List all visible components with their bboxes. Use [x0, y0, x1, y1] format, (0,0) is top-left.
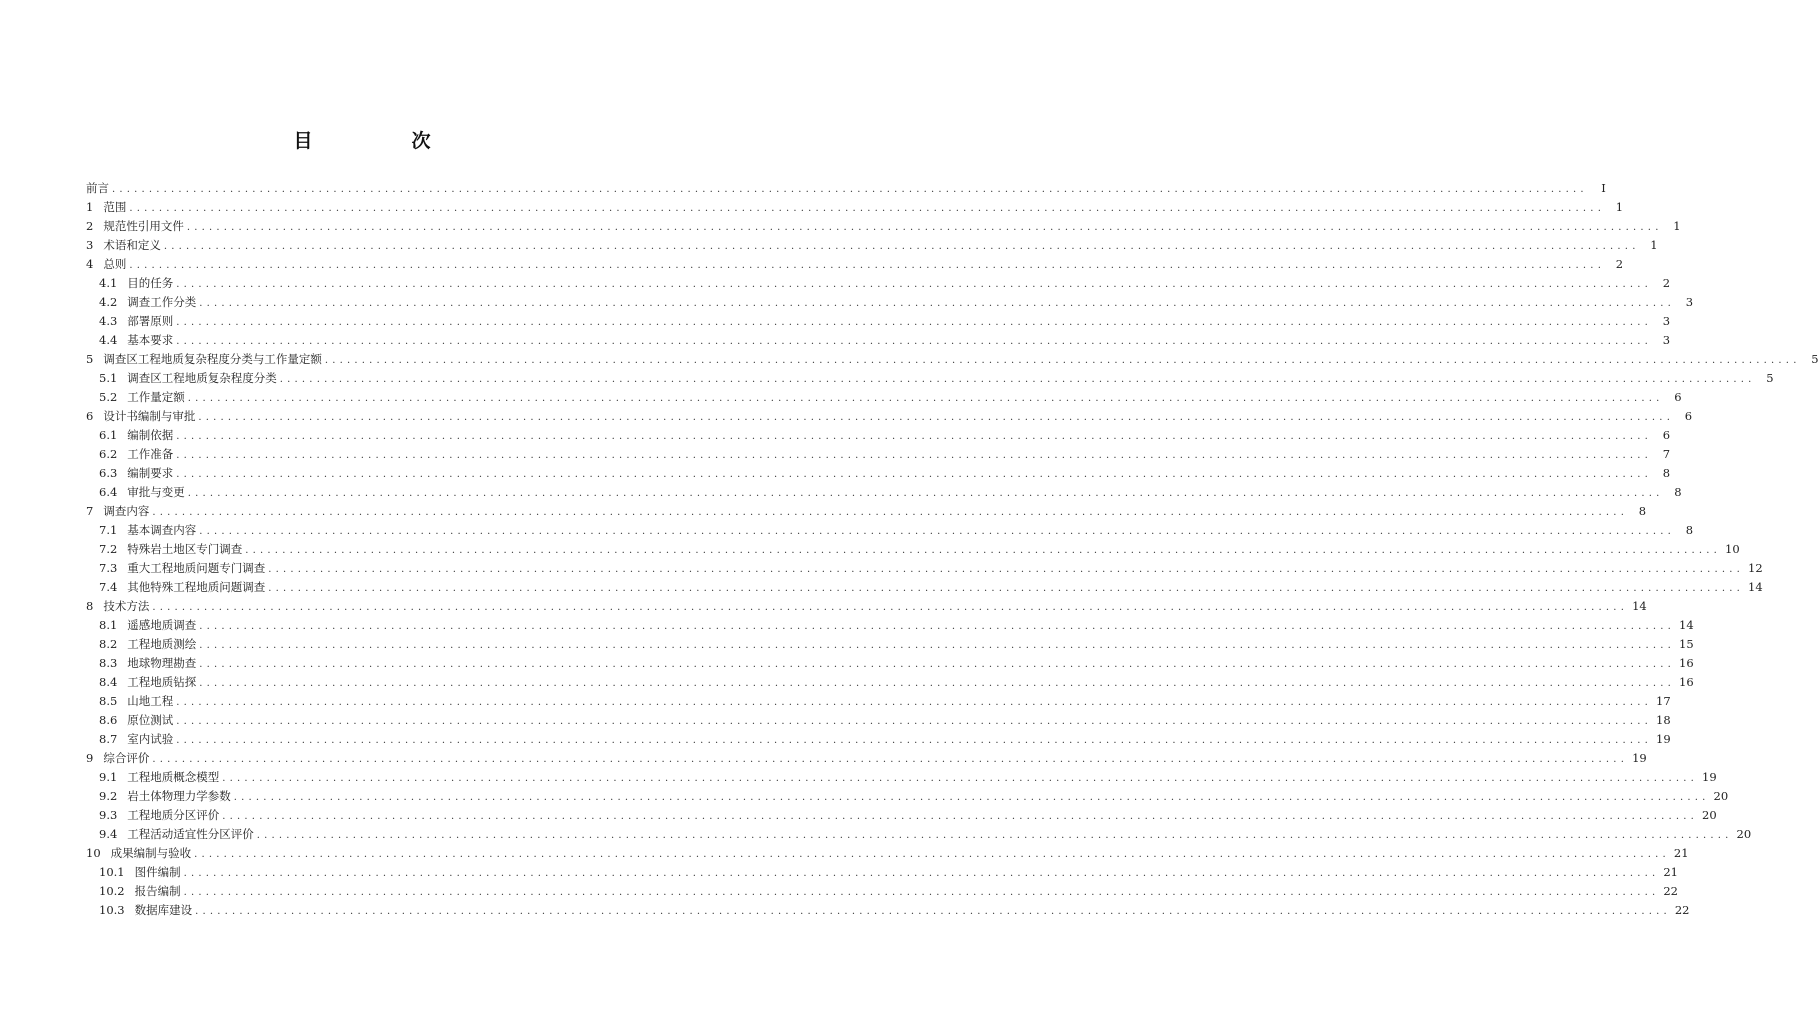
- toc-entry[interactable]: [86, 198, 1624, 217]
- dot-leader: ........................................................................................................................................................................................................: [152, 507, 1629, 518]
- toc-entry-number: 4.2: [99, 295, 118, 309]
- dot-leader: ........................................................................................................................................................................................................: [129, 203, 1606, 214]
- toc-entry-title: 编制依据: [127, 428, 174, 442]
- toc-entry-title: 前言: [86, 181, 109, 195]
- toc-entry-page: 20: [1713, 789, 1729, 803]
- dot-leader: ........................................................................................................................................................................................................: [222, 811, 1699, 822]
- toc-entry[interactable]: [86, 426, 1671, 445]
- dot-leader: ........................................................................................................................................................................................................: [268, 564, 1745, 575]
- toc-entry-title: 基本要求: [127, 333, 174, 347]
- toc-entry-number: 7.4: [99, 580, 118, 594]
- toc-entry-number: 4.4: [99, 333, 118, 347]
- toc-entry-title: 数据库建设: [134, 903, 193, 917]
- toc-entry-title: 目的任务: [127, 276, 174, 290]
- toc-entry[interactable]: [86, 559, 1763, 578]
- toc-entry[interactable]: [86, 654, 1694, 673]
- toc-entry-number: 8: [86, 599, 94, 613]
- toc-entry-page: 2: [1615, 257, 1624, 271]
- dot-leader: ........................................................................................................................................................................................................: [233, 792, 1710, 803]
- toc-entry-title: 设计书编制与审批: [103, 409, 196, 423]
- toc-entry-title: 术语和定义: [103, 238, 161, 252]
- toc-entry-title: 原位测试: [127, 713, 174, 727]
- toc-entry-page: 18: [1656, 713, 1671, 727]
- toc-entry-number: 9.1: [99, 770, 118, 784]
- toc-entry-page: 3: [1685, 295, 1694, 309]
- toc-entry[interactable]: [86, 768, 1717, 787]
- toc-entry-page: 16: [1679, 656, 1694, 670]
- toc-entry-number: 7: [86, 504, 94, 518]
- toc-entry[interactable]: [86, 350, 1819, 369]
- toc-entry[interactable]: [86, 217, 1681, 236]
- toc-entry-page: 3: [1662, 333, 1671, 347]
- toc-entry-number: 5.2: [99, 390, 118, 404]
- toc-entry-title: 部署原则: [127, 314, 174, 328]
- toc-entry-title: 遥感地质调查: [127, 618, 197, 632]
- toc-entry-page: 8: [1674, 485, 1682, 499]
- toc-entry[interactable]: [86, 787, 1729, 806]
- dot-leader: ........................................................................................................................................................................................................: [194, 849, 1670, 860]
- dot-leader: ........................................................................................................................................................................................................: [152, 602, 1629, 613]
- toc-entry-page: 1: [1673, 219, 1681, 233]
- toc-entry[interactable]: [86, 901, 1690, 920]
- toc-entry-page: Ⅰ: [1601, 181, 1606, 195]
- dot-leader: ........................................................................................................................................................................................................: [176, 279, 1653, 290]
- dot-leader: ........................................................................................................................................................................................................: [176, 336, 1653, 347]
- toc-entry-number: 8.5: [99, 694, 118, 708]
- toc-entry-number: 10: [86, 846, 101, 860]
- dot-leader: ........................................................................................................................................................................................................: [176, 317, 1653, 328]
- dot-leader: ........................................................................................................................................................................................................: [268, 583, 1745, 594]
- toc-entry-number: 10.2: [99, 884, 125, 898]
- toc-entry-page: 8: [1685, 523, 1694, 537]
- toc-entry-title: 工程地质分区评价: [127, 808, 220, 822]
- toc-entry-title: 综合评价: [103, 751, 150, 765]
- toc-entry-page: 8: [1638, 504, 1647, 518]
- toc-entry-page: 12: [1748, 561, 1763, 575]
- toc-entry-title: 基本调查内容: [127, 523, 197, 537]
- toc-entry-number: 6.3: [99, 466, 118, 480]
- toc-entry-number: 4.1: [99, 276, 118, 290]
- dot-leader: ........................................................................................................................................................................................................: [199, 640, 1676, 651]
- toc-entry-number: 7.1: [99, 523, 118, 537]
- toc-entry-title: 成果编制与验收: [110, 846, 192, 860]
- toc-entry-number: 10.1: [99, 865, 125, 879]
- toc-entry-page: 19: [1702, 770, 1717, 784]
- toc-entry-number: 8.3: [99, 656, 118, 670]
- dot-leader: ........................................................................................................................................................................................................: [199, 621, 1676, 632]
- toc-entry-number: 8.7: [99, 732, 118, 746]
- toc-entry-page: 1: [1650, 238, 1658, 252]
- dot-leader: ........................................................................................................................................................................................................: [256, 830, 1733, 841]
- toc-entry-page: 6: [1684, 409, 1693, 423]
- dot-leader: ........................................................................................................................................................................................................: [186, 222, 1663, 233]
- toc-entry[interactable]: [86, 179, 1606, 198]
- dot-leader: ........................................................................................................................................................................................................: [163, 241, 1640, 252]
- dot-leader: ........................................................................................................................................................................................................: [195, 906, 1671, 917]
- toc-entry[interactable]: [86, 236, 1658, 255]
- toc-entry[interactable]: [86, 540, 1740, 559]
- toc-entry[interactable]: [86, 844, 1689, 863]
- toc-entry-page: 20: [1736, 827, 1752, 841]
- toc-entry-page: 15: [1679, 637, 1694, 651]
- toc-entry[interactable]: [86, 806, 1717, 825]
- toc-entry[interactable]: [86, 274, 1671, 293]
- toc-entry-title: 审批与变更: [127, 485, 185, 499]
- toc-entry-number: 8.4: [99, 675, 118, 689]
- toc-entry-number: 5: [86, 352, 94, 366]
- toc-entry[interactable]: [86, 331, 1671, 350]
- dot-leader: ........................................................................................................................................................................................................: [176, 735, 1653, 746]
- toc-entry-page: 19: [1656, 732, 1671, 746]
- toc-entry-title: 重大工程地质问题专门调查: [127, 561, 266, 575]
- dot-leader: ........................................................................................................................................................................................................: [199, 298, 1676, 309]
- toc-entry-number: 2: [86, 219, 94, 233]
- toc-entry[interactable]: [86, 388, 1682, 407]
- toc-entry-number: 7.3: [99, 561, 118, 575]
- dot-leader: ........................................................................................................................................................................................................: [129, 260, 1606, 271]
- toc-entry[interactable]: [86, 483, 1682, 502]
- toc-entry-number: 6.4: [99, 485, 118, 499]
- toc-entry-number: 1: [86, 200, 94, 214]
- toc-entry[interactable]: [86, 464, 1671, 483]
- toc-entry-page: 14: [1632, 599, 1647, 613]
- toc-entry-number: 3: [86, 238, 94, 252]
- dot-leader: ........................................................................................................................................................................................................: [183, 887, 1660, 898]
- toc-entry-page: 2: [1662, 276, 1671, 290]
- toc-entry-number: 8.1: [99, 618, 118, 632]
- toc-entry[interactable]: [86, 882, 1678, 901]
- toc-entry[interactable]: [86, 673, 1694, 692]
- toc-entry-title: 调查区工程地质复杂程度分类与工作量定额: [103, 352, 322, 366]
- toc-entry-title: 总则: [103, 257, 127, 271]
- toc-entry-page: 19: [1632, 751, 1647, 765]
- dot-leader: ........................................................................................................................................................................................................: [183, 868, 1660, 879]
- dot-leader: ........................................................................................................................................................................................................: [176, 431, 1653, 442]
- toc-entry-page: 7: [1662, 447, 1671, 461]
- toc-entry-title: 图件编制: [134, 865, 181, 879]
- toc-entry-number: 9: [86, 751, 94, 765]
- toc-entry-title: 报告编制: [134, 884, 181, 898]
- toc-entry[interactable]: [86, 711, 1671, 730]
- toc-entry-page: 21: [1663, 865, 1678, 879]
- toc-entry-title: 工作量定额: [127, 390, 185, 404]
- toc-entry-page: 14: [1748, 580, 1763, 594]
- toc-entry-title: 山地工程: [127, 694, 174, 708]
- toc-entry-page: 5: [1811, 352, 1819, 366]
- toc-entry[interactable]: [86, 369, 1774, 388]
- table-of-contents: [86, 179, 1819, 920]
- toc-entry-title: 其他特殊工程地质问题调查: [127, 580, 266, 594]
- toc-entry-page: 8: [1662, 466, 1671, 480]
- dot-leader: ........................................................................................................................................................................................................: [187, 393, 1664, 404]
- dot-leader: ........................................................................................................................................................................................................: [176, 697, 1653, 708]
- toc-entry-page: 10: [1725, 542, 1740, 556]
- toc-entry-title: 工程地质测绘: [127, 637, 197, 651]
- toc-entry-page: 3: [1662, 314, 1671, 328]
- toc-entry-number: 9.4: [99, 827, 118, 841]
- dot-leader: ........................................................................................................................................................................................................: [176, 716, 1653, 727]
- toc-entry-title: 技术方法: [103, 599, 150, 613]
- toc-entry-number: 5.1: [99, 371, 118, 385]
- dot-leader: ........................................................................................................................................................................................................: [199, 659, 1676, 670]
- toc-entry-title: 规范性引用文件: [103, 219, 184, 233]
- toc-entry[interactable]: [86, 597, 1647, 616]
- dot-leader: ........................................................................................................................................................................................................: [245, 545, 1722, 556]
- toc-entry-number: 7.2: [99, 542, 118, 556]
- toc-entry[interactable]: [86, 255, 1624, 274]
- toc-entry-page: 6: [1662, 428, 1671, 442]
- toc-entry-title: 工程活动适宜性分区评价: [127, 827, 254, 841]
- toc-entry-title: 特殊岩土地区专门调查: [127, 542, 243, 556]
- toc-entry[interactable]: [86, 635, 1694, 654]
- toc-entry-page: 21: [1673, 846, 1689, 860]
- toc-entry[interactable]: [86, 692, 1671, 711]
- dot-leader: ........................................................................................................................................................................................................: [176, 469, 1653, 480]
- page-title: 目 次: [293, 130, 471, 152]
- toc-entry-number: 4: [86, 257, 94, 271]
- toc-entry[interactable]: [86, 445, 1671, 464]
- toc-entry-number: 8.2: [99, 637, 118, 651]
- dot-leader: ........................................................................................................................................................................................................: [199, 526, 1676, 537]
- dot-leader: ........................................................................................................................................................................................................: [199, 678, 1676, 689]
- toc-entry-title: 工程地质钻探: [127, 675, 197, 689]
- toc-entry[interactable]: [86, 312, 1671, 331]
- toc-entry-number: 9.2: [99, 789, 118, 803]
- toc-entry-page: 22: [1663, 884, 1678, 898]
- toc-entry-page: 20: [1702, 808, 1717, 822]
- dot-leader: ........................................................................................................................................................................................................: [152, 754, 1629, 765]
- toc-entry-page: 16: [1679, 675, 1694, 689]
- toc-entry[interactable]: [86, 407, 1693, 426]
- toc-entry-number: 6: [86, 409, 94, 423]
- toc-entry[interactable]: [86, 863, 1678, 882]
- toc-entry-title: 室内试验: [127, 732, 174, 746]
- dot-leader: ........................................................................................................................................................................................................: [198, 412, 1675, 423]
- toc-entry-title: 调查区工程地质复杂程度分类: [127, 371, 277, 385]
- toc-entry-title: 地球物理勘查: [127, 656, 197, 670]
- toc-entry[interactable]: [86, 749, 1647, 768]
- toc-entry-page: 14: [1679, 618, 1694, 632]
- toc-entry-title: 调查内容: [103, 504, 150, 518]
- toc-entry-title: 工作准备: [127, 447, 174, 461]
- toc-entry[interactable]: [86, 825, 1752, 844]
- toc-entry-title: 工程地质概念模型: [127, 770, 220, 784]
- toc-entry-number: 9.3: [99, 808, 118, 822]
- dot-leader: ........................................................................................................................................................................................................: [324, 355, 1801, 366]
- toc-entry[interactable]: [86, 578, 1763, 597]
- toc-entry-page: 5: [1766, 371, 1774, 385]
- toc-entry-title: 调查工作分类: [127, 295, 197, 309]
- toc-entry[interactable]: [86, 521, 1694, 540]
- toc-entry-title: 编制要求: [127, 466, 174, 480]
- dot-leader: ........................................................................................................................................................................................................: [187, 488, 1664, 499]
- toc-entry[interactable]: [86, 502, 1647, 521]
- toc-entry[interactable]: [86, 616, 1694, 635]
- toc-entry-title: 岩土体物理力学参数: [127, 789, 231, 803]
- dot-leader: ........................................................................................................................................................................................................: [279, 374, 1756, 385]
- toc-entry[interactable]: [86, 730, 1671, 749]
- toc-entry-page: 17: [1656, 694, 1671, 708]
- toc-entry-number: 10.3: [99, 903, 125, 917]
- toc-entry-number: 8.6: [99, 713, 118, 727]
- toc-entry-title: 范围: [103, 200, 127, 214]
- toc-entry-number: 6.2: [99, 447, 118, 461]
- toc-entry-page: 6: [1674, 390, 1682, 404]
- dot-leader: ........................................................................................................................................................................................................: [222, 773, 1699, 784]
- toc-entry-number: 4.3: [99, 314, 118, 328]
- toc-entry-page: 1: [1615, 200, 1624, 214]
- dot-leader: ........................................................................................................................................................................................................: [112, 184, 1588, 195]
- toc-entry[interactable]: [86, 293, 1694, 312]
- toc-entry-page: 22: [1674, 903, 1690, 917]
- toc-entry-number: 6.1: [99, 428, 118, 442]
- dot-leader: ........................................................................................................................................................................................................: [176, 450, 1653, 461]
